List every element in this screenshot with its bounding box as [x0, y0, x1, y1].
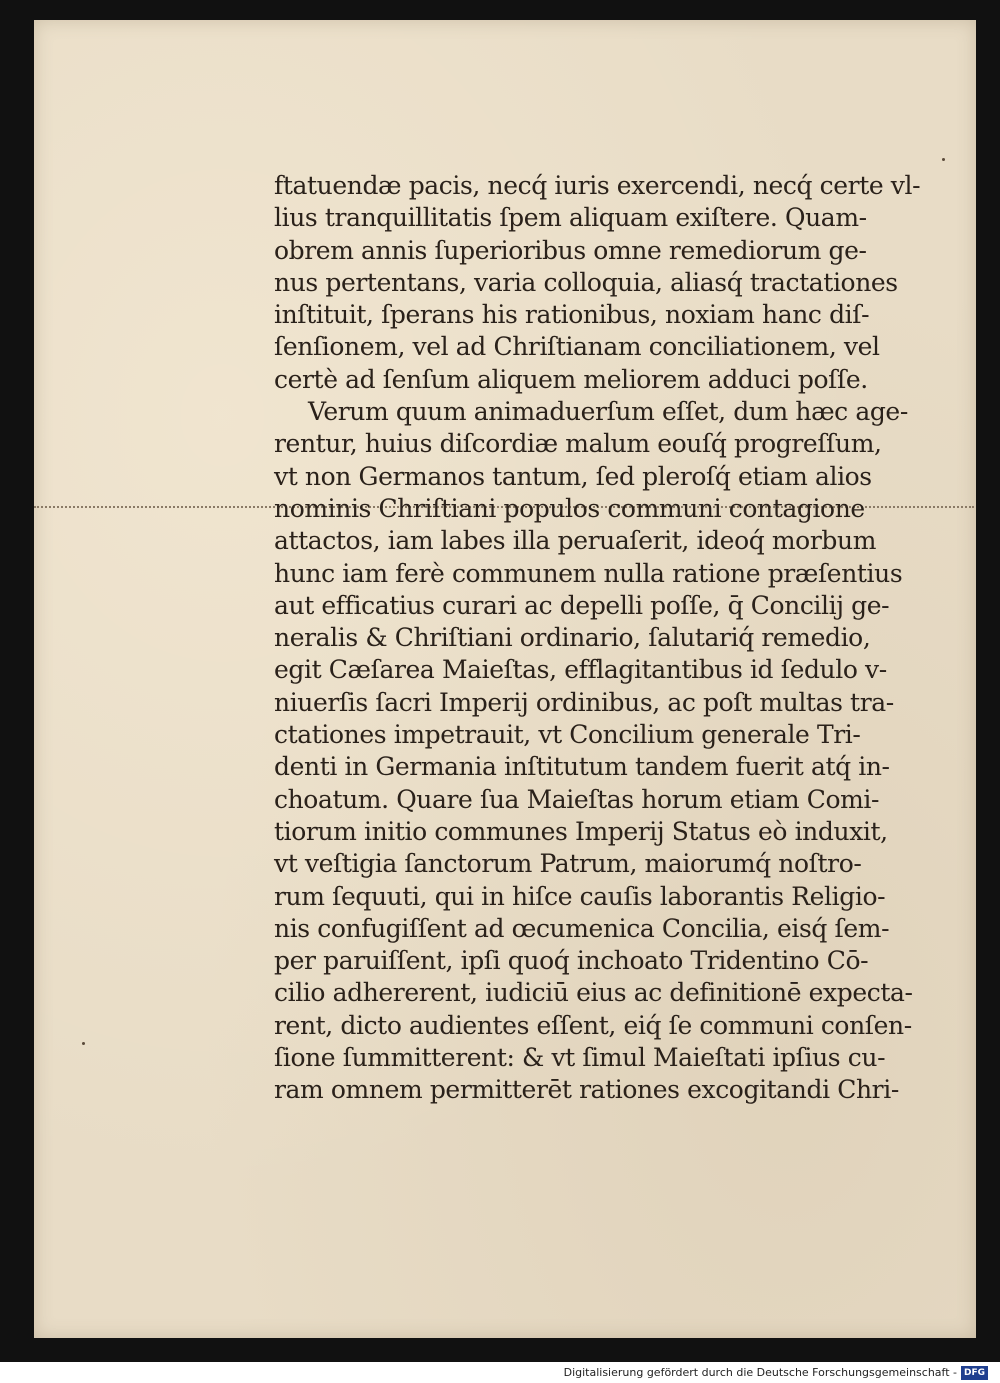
- text-line: ctationes impetrauit, vt Concilium generale Tri-: [274, 720, 861, 750]
- text-line: ſione ſummitterent: & vt ſimul Maieſtati ipſius cu-: [274, 1043, 886, 1073]
- text-line: rentur, huius diſcordiæ malum eouſq́ progreſſum,: [274, 429, 882, 459]
- text-line: nominis Chriſtiani populos communi contagione: [274, 493, 865, 523]
- text-line: vt veſtigia ſanctorum Patrum, maiorumq́ noſtro-: [274, 849, 862, 879]
- attribution-text: Digitalisierung gefördert durch die Deutsche Forschungsgemeinschaft -: [563, 1366, 957, 1379]
- text-line: Verum quum animaduerſum eſſet, dum hæc age-: [308, 397, 908, 427]
- text-line: cilio adhererent, iudiciū eius ac definitionē expecta-: [274, 978, 913, 1008]
- text-line: tiorum initio communes Imperij Status eò induxit,: [274, 816, 888, 846]
- text-line: egit Cæſarea Maieſtas, efflagitantibus id ſedulo v-: [274, 655, 887, 685]
- text-line: attactos, iam labes illa peruaſerit, ideoq́ morbum: [274, 526, 876, 556]
- page-text: [274, 170, 974, 1107]
- text-line: rum ſequuti, qui in hiſce cauſis laborantis Religio-: [274, 881, 886, 911]
- text-line: choatum. Quare ſua Maieſtas horum etiam Comi-: [274, 784, 880, 814]
- text-line: per paruiſſent, ipſi quoq́ inchoato Tridentino Cō-: [274, 946, 869, 976]
- text-line: vt non Germanos tantum, ſed pleroſq́ etiam alios: [274, 461, 872, 491]
- text-line: nis confugiſſent ad œcumenica Concilia, eisq́ ſem-: [274, 913, 890, 943]
- text-line: hunc iam ferè communem nulla ratione præſentius: [274, 558, 903, 588]
- ink-speck: [942, 158, 945, 161]
- text-line: denti in Germania inſtitutum tandem fuerit atq́ in-: [274, 752, 890, 782]
- text-line: lius tranquillitatis ſpem aliquam exiſtere. Quam-: [274, 203, 867, 233]
- book-page: [34, 20, 976, 1338]
- text-line: niuerſis ſacri Imperij ordinibus, ac poſt multas tra-: [274, 687, 894, 717]
- text-line: nus pertentans, varia colloquia, aliasq́ tractationes: [274, 267, 898, 297]
- ink-speck: [82, 1042, 85, 1045]
- text-line: ram omnem permitterēt rationes excogitandi Chri-: [274, 1075, 899, 1105]
- dfg-logo: DFG: [961, 1366, 988, 1380]
- text-line: ftatuendæ pacis, necq́ iuris exercendi, necq́ certe vl-: [274, 171, 921, 200]
- text-line: inſtituit, ſperans his rationibus, noxiam hanc diſ-: [274, 300, 870, 330]
- text-line: obrem annis ſuperioribus omne remediorum ge-: [274, 235, 867, 265]
- footer-bar: [0, 1362, 1000, 1383]
- text-line: certè ad ſenſum aliquem meliorem adduci poſſe.: [274, 364, 868, 394]
- text-line: rent, dicto audientes eſſent, eiq́ ſe communi conſen-: [274, 1010, 912, 1040]
- text-line: ſenſionem, vel ad Chriſtianam conciliationem, vel: [274, 332, 880, 362]
- text-line: neralis & Chriſtiani ordinario, ſalutariq́ remedio,: [274, 623, 871, 653]
- text-line: aut efficatius curari ac depelli poſſe, q̄ Concilij ge-: [274, 590, 890, 620]
